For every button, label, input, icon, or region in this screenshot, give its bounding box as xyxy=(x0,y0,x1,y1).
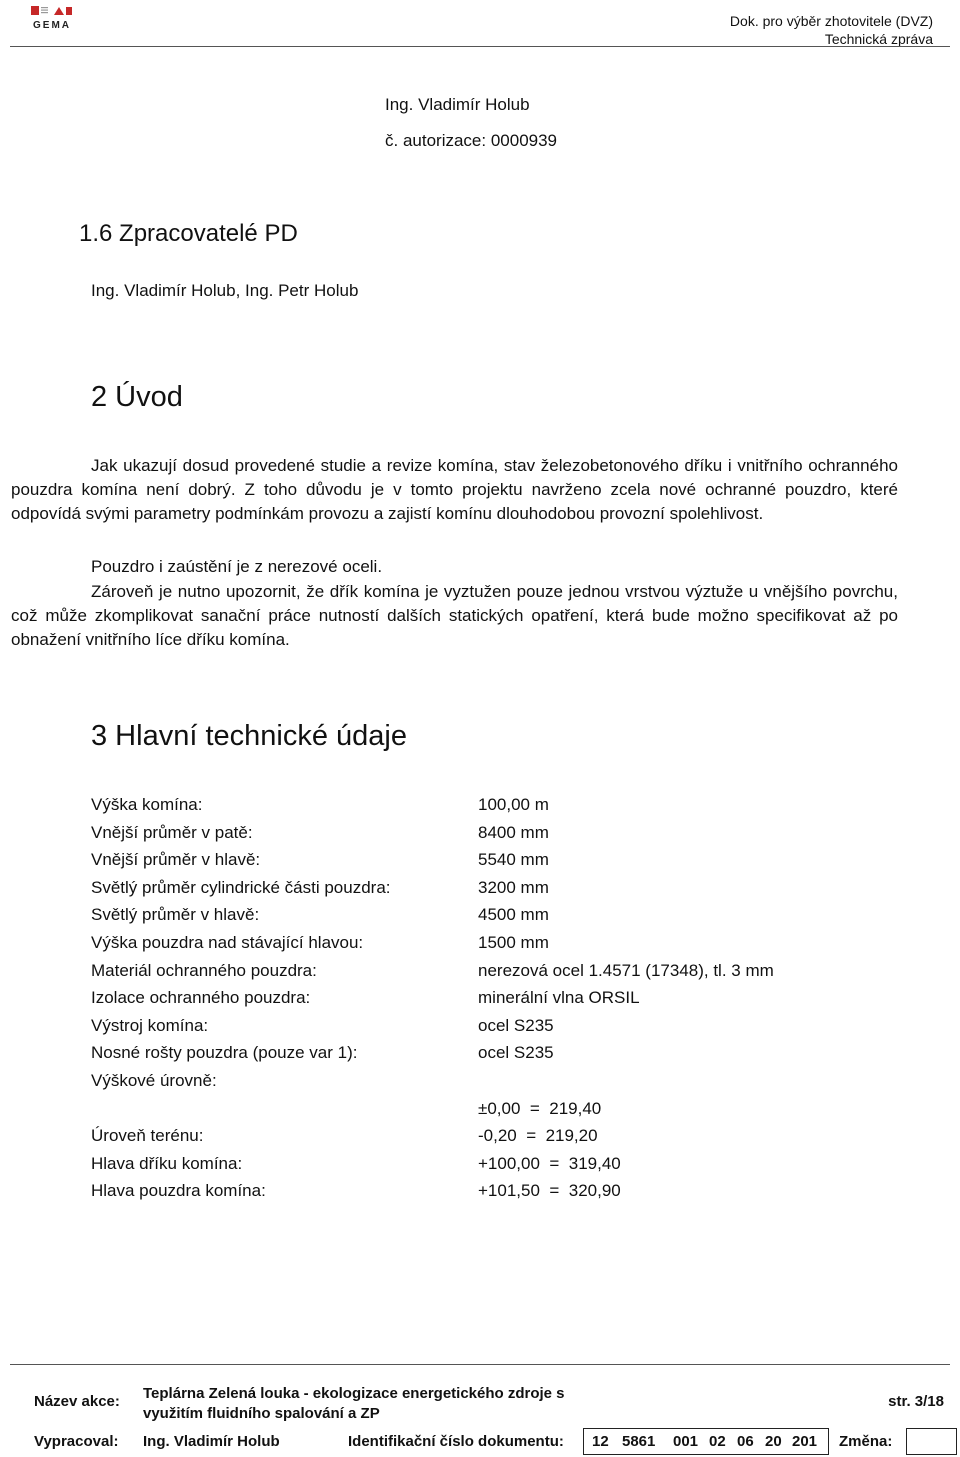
header-divider xyxy=(10,46,950,47)
row-label: Materiál ochranného pouzdra: xyxy=(91,960,317,980)
table-row xyxy=(91,1124,891,1152)
document-header xyxy=(730,12,933,48)
table-row xyxy=(91,959,891,987)
section-3-heading: 3 Hlavní technické údaje xyxy=(91,720,407,752)
author-name: Ing. Vladimír Holub xyxy=(385,95,530,114)
row-value: nerezová ocel 1.4571 (17348), tl. 3 mm xyxy=(478,960,774,980)
row-label: Světlý průměr v hlavě: xyxy=(91,905,260,925)
table-row xyxy=(91,986,891,1014)
author-number: č. autorizace: 0000939 xyxy=(385,131,558,150)
row-value: +100,00 = 319,40 xyxy=(478,1153,621,1173)
row-value: 100,00 m xyxy=(478,795,549,814)
docid-part: 06 xyxy=(737,1433,754,1450)
row-label: Výška komína: xyxy=(91,795,203,814)
intro-paragraph-3: Zároveň je nutno upozornit, že dřík komína je vyztužen pouze jednou vrstvou výztuže u vnějšího povrchu, což může zkomplikovat sanační práce nutností dalších statických opatření, která bude možno specifikovat až po obnažení vnitřního líce dříku komína. xyxy=(11,582,898,650)
row-value: minerální vlna ORSIL xyxy=(478,988,640,1008)
row-label: Nosné rošty pouzdra (pouze var 1): xyxy=(91,1043,358,1063)
table-row xyxy=(91,793,891,821)
table-row xyxy=(91,848,891,876)
docid-part: 12 xyxy=(592,1433,609,1450)
change-box xyxy=(906,1428,957,1455)
table-row xyxy=(91,1152,891,1180)
docid-part: 201 xyxy=(792,1433,818,1450)
docid-part: 001 xyxy=(673,1433,699,1450)
intro-paragraph-1: Jak ukazují dosud provedené studie a revize komína, stav železobetonového dříku i vnitřního ochranného pouzdra komína není dobrý. Z toho důvodu je v tomto projektu navrženo zcela nové ochranné pouzdro, které odpovídá svými parametry podmínkám provozu a zajistí komínu dlouhodobou provozní spolehlivost. xyxy=(11,456,898,524)
table-row xyxy=(91,876,891,904)
footer-action-title xyxy=(143,1384,565,1424)
company-logo xyxy=(28,4,76,32)
row-label: Výškové úrovně: xyxy=(91,1070,217,1090)
footer-page-number: str. 3/18 xyxy=(888,1393,944,1410)
table-row xyxy=(91,1014,891,1042)
row-value: 3200 mm xyxy=(478,877,549,897)
table-row xyxy=(91,903,891,931)
section-1-6-heading: 1.6 Zpracovatelé PD xyxy=(79,220,298,247)
row-value: 1500 mm xyxy=(478,932,549,952)
row-value: +101,50 = 320,90 xyxy=(478,1181,621,1201)
row-label: Izolace ochranného pouzdra: xyxy=(91,988,311,1008)
table-row xyxy=(91,1097,891,1125)
row-value: 5540 mm xyxy=(478,850,549,870)
section-2-heading: 2 Úvod xyxy=(91,381,183,413)
section-1-6-text: Ing. Vladimír Holub, Ing. Petr Holub xyxy=(91,281,359,300)
footer-action-line1: Teplárna Zelená louka - ekologizace energetického zdroje s xyxy=(143,1385,565,1402)
header-doc-title: Technická zpráva xyxy=(824,31,933,47)
table-row xyxy=(91,931,891,959)
table-row xyxy=(91,1179,891,1207)
intro-paragraph-2: Pouzdro i zaústění je z nerezové oceli. xyxy=(91,557,383,576)
row-value: ocel S235 xyxy=(478,1015,554,1035)
footer-docid-label: Identifikační číslo dokumentu: xyxy=(348,1433,564,1450)
footer-divider xyxy=(10,1364,950,1365)
row-label: Vnější průměr v patě: xyxy=(91,822,253,842)
change-value xyxy=(907,1429,956,1437)
table-row xyxy=(91,1041,891,1069)
docid-part: 02 xyxy=(709,1433,726,1450)
row-label: Výška pouzdra nad stávající hlavou: xyxy=(91,932,364,952)
row-label: Světlý průměr cylindrické části pouzdra: xyxy=(91,877,391,897)
row-value: ocel S235 xyxy=(478,1043,554,1063)
row-value: -0,20 = 219,20 xyxy=(478,1126,598,1146)
footer-prepared-label: Vypracoval: xyxy=(34,1433,119,1450)
row-value xyxy=(478,1069,891,1097)
table-row xyxy=(91,1069,891,1097)
table-row xyxy=(91,821,891,849)
row-label: Vnější průměr v hlavě: xyxy=(91,850,261,870)
technical-data-table xyxy=(91,793,891,1207)
row-label xyxy=(91,1097,478,1125)
row-value: 4500 mm xyxy=(478,905,549,925)
footer-action-label: Název akce: xyxy=(34,1393,120,1410)
row-label: Hlava dříku komína: xyxy=(91,1153,243,1173)
row-value: 8400 mm xyxy=(478,822,549,842)
row-value: ±0,00 = 219,40 xyxy=(478,1098,602,1118)
footer-action-line2: využitím fluidního spalování a ZP xyxy=(143,1405,380,1422)
footer-prepared-name: Ing. Vladimír Holub xyxy=(143,1433,280,1450)
row-label: Výstroj komína: xyxy=(91,1015,209,1035)
footer-change-label: Změna: xyxy=(839,1433,893,1450)
row-label: Úroveň terénu: xyxy=(91,1126,204,1146)
docid-part: 20 xyxy=(765,1433,782,1450)
header-doc-type: Dok. pro výběr zhotovitele (DVZ) xyxy=(729,13,933,29)
svg-text:GEMA: GEMA xyxy=(33,20,71,31)
row-label: Hlava pouzdra komína: xyxy=(91,1181,266,1201)
docid-part: 5861 xyxy=(622,1433,656,1450)
